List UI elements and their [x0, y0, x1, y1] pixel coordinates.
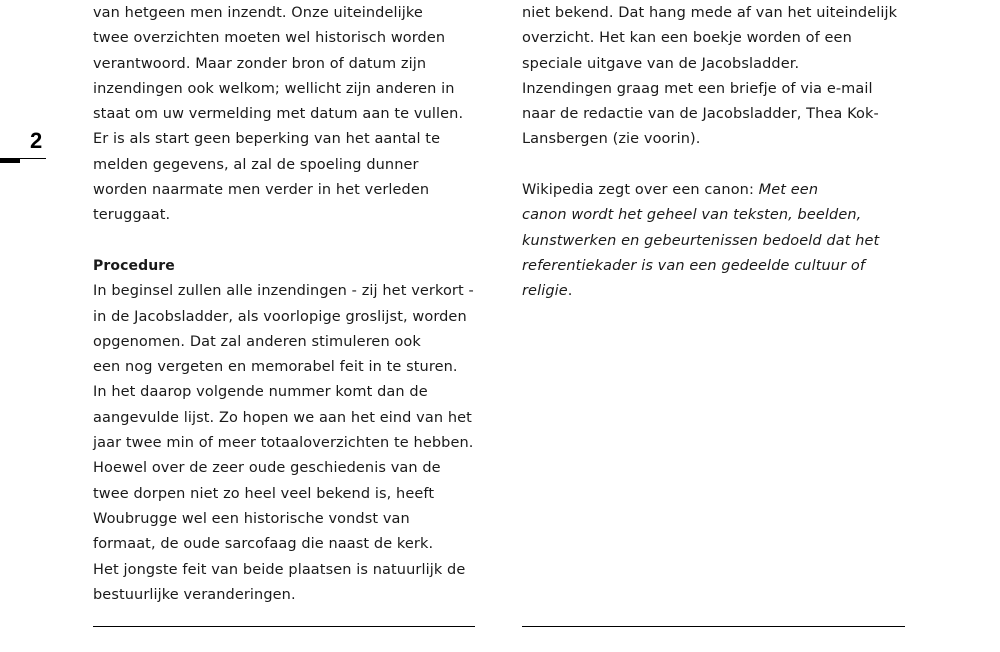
- text-line: melden gegevens, al zal de spoeling dunner: [93, 156, 419, 173]
- text-line: Lansbergen (zie voorin).: [522, 131, 701, 148]
- text-line: overzicht. Het kan een boekje worden of een: [522, 30, 852, 47]
- text-line: speciale uitgave van de Jacobsladder.: [522, 55, 800, 72]
- paragraph-gap: [522, 153, 907, 178]
- text-line: Hoewel over de zeer oude geschiedenis van de: [93, 460, 441, 477]
- text-line: In beginsel zullen alle inzendingen - zij het verkort -: [93, 283, 474, 300]
- text-line: In het daarop volgende nummer komt dan de: [93, 384, 428, 401]
- text-line: bestuurlijke veranderingen.: [93, 586, 296, 603]
- text-line: Inzendingen graag met een briefje of via e-mail: [522, 80, 873, 97]
- text-line: formaat, de oude sarcofaag die naast de kerk.: [93, 536, 434, 553]
- text-line: Woubrugge wel een historische vondst van: [93, 510, 410, 527]
- quote-end-punctuation: .: [567, 283, 573, 300]
- quote-line: referentiekader is van een gedeelde cultuur of: [522, 257, 866, 274]
- text-line: staat om uw vermelding met datum aan te vullen.: [93, 106, 464, 123]
- paragraph-gap: [93, 229, 478, 254]
- text-line: in de Jacobsladder, als voorlopige groslijst, worden: [93, 308, 467, 325]
- quote-text: Met een: [758, 182, 819, 199]
- quote-text: religie: [522, 283, 568, 300]
- text-line: opgenomen. Dat zal anderen stimuleren ook: [93, 333, 421, 350]
- text-line: Er is als start geen beperking van het aantal te: [93, 131, 441, 148]
- quote-line: kunstwerken en gebeurtenissen bedoeld dat het: [522, 232, 880, 249]
- text-line: verantwoord. Maar zonder bron of datum zijn: [93, 55, 427, 72]
- left-column-end-rule: [93, 626, 475, 627]
- text-line: niet bekend. Dat hang mede af van het uiteindelijk: [522, 5, 898, 21]
- right-column-end-rule: [522, 626, 905, 627]
- page-number-marker: [0, 159, 20, 163]
- quote-last-line: [522, 279, 907, 304]
- text-line: naar de redactie van de Jacobsladder, Thea Kok-: [522, 106, 879, 123]
- text-line: jaar twee min of meer totaaloverzichten te hebben.: [93, 435, 474, 452]
- text-line: aangevulde lijst. Zo hopen we aan het eind van het: [93, 409, 472, 426]
- wikipedia-intro-text: Wikipedia zegt over een canon:: [522, 182, 759, 199]
- text-line: van hetgeen men inzendt. Onze uiteindelijke: [93, 5, 423, 21]
- left-column: [93, 0, 478, 608]
- section-heading-procedure: Procedure: [93, 257, 175, 274]
- text-line: worden naarmate men verder in het verleden: [93, 182, 430, 199]
- text-line: twee overzichten moeten wel historisch worden: [93, 30, 446, 47]
- text-line: twee dorpen niet zo heel veel bekend is, heeft: [93, 485, 435, 502]
- page-number: 2: [30, 128, 43, 153]
- text-line: teruggaat.: [93, 207, 171, 224]
- text-line: inzendingen ook welkom; wellicht zijn anderen in: [93, 80, 455, 97]
- text-line-wikipedia-intro: [522, 178, 907, 203]
- text-line: een nog vergeten en memorabel feit in te sturen.: [93, 359, 458, 376]
- text-line: Het jongste feit van beide plaatsen is natuurlijk de: [93, 561, 466, 578]
- quote-line: canon wordt het geheel van teksten, beelden,: [522, 207, 862, 224]
- right-column: [522, 0, 907, 305]
